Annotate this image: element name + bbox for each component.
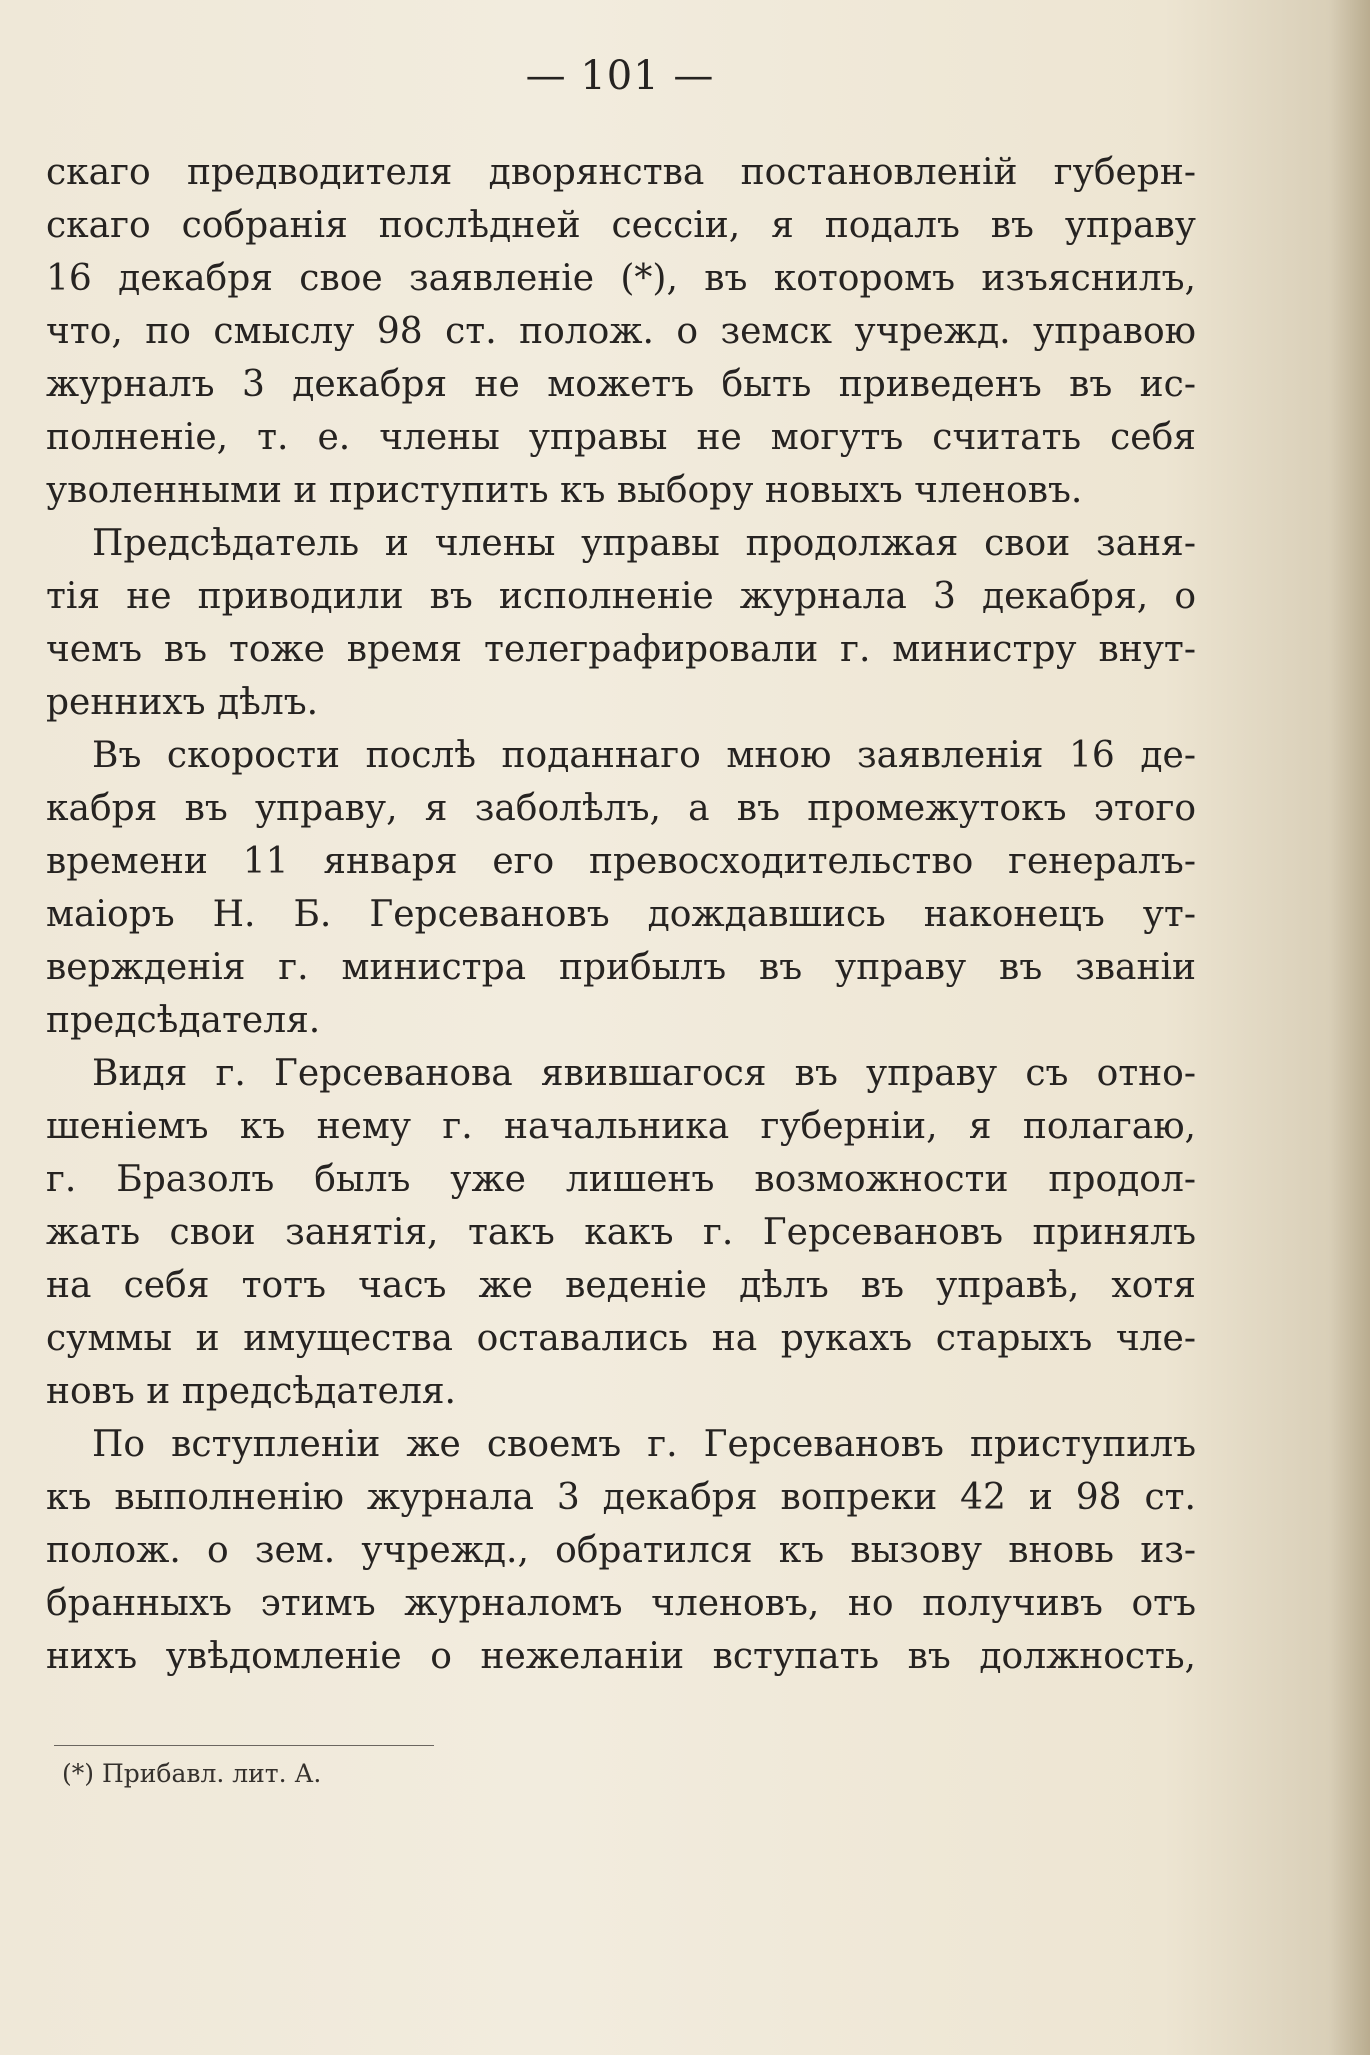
text-line: полож. о зем. учрежд., обратился къ вызову вновь из- bbox=[46, 1530, 1196, 1571]
text-line: скаго предводителя дворянства постановленій губерн- bbox=[46, 152, 1196, 193]
paragraph-2 bbox=[46, 517, 1196, 729]
text-line: 16 декабря свое заявленіе (*), въ которомъ изъяснилъ, bbox=[46, 258, 1196, 299]
text-line: кабря въ управу, я заболѣлъ, а въ промежутокъ этого bbox=[46, 788, 1196, 829]
text-line: журналъ 3 декабря не можетъ быть приведенъ въ ис- bbox=[46, 364, 1196, 405]
text-line: предсѣдателя. bbox=[46, 1000, 321, 1041]
paragraph-1 bbox=[46, 146, 1196, 517]
text-line: суммы и имущества оставались на рукахъ старыхъ чле- bbox=[46, 1318, 1196, 1359]
text-line: что, по смыслу 98 ст. полож. о земск учрежд. управою bbox=[46, 311, 1196, 352]
text-line: вержденія г. министра прибылъ въ управу въ званіи bbox=[46, 947, 1196, 988]
text-line: тія не приводили въ исполненіе журнала 3 декабря, о bbox=[46, 576, 1196, 617]
paragraph-4 bbox=[46, 1047, 1196, 1418]
paragraph-3 bbox=[46, 729, 1196, 1047]
text-line: жать свои занятія, такъ какъ г. Герсевановъ принялъ bbox=[46, 1212, 1196, 1253]
text-line: къ выполненію журнала 3 декабря вопреки 42 и 98 ст. bbox=[46, 1477, 1196, 1518]
text-line: реннихъ дѣлъ. bbox=[46, 682, 319, 723]
paragraph-5 bbox=[46, 1418, 1196, 1683]
text-line: бранныхъ этимъ журналомъ членовъ, но получивъ отъ bbox=[46, 1583, 1196, 1624]
text-line: Въ скорости послѣ поданнаго мною заявленія 16 де- bbox=[92, 735, 1196, 776]
text-line: По вступленіи же своемъ г. Герсевановъ приступилъ bbox=[92, 1424, 1196, 1465]
footnote: (*) Прибавл. лит. А. bbox=[62, 1759, 322, 1788]
text-line: Видя г. Герсеванова явившагося въ управу съ отно- bbox=[92, 1053, 1196, 1094]
text-line: шеніемъ къ нему г. начальника губерніи, я полагаю, bbox=[46, 1106, 1196, 1147]
body-text bbox=[46, 146, 1196, 1683]
text-line: новъ и предсѣдателя. bbox=[46, 1371, 456, 1412]
text-line: на себя тотъ часъ же веденіе дѣлъ въ управѣ, хотя bbox=[46, 1265, 1196, 1306]
text-line: уволенными и приступить къ выбору новыхъ членовъ. bbox=[46, 470, 1083, 511]
text-line: нихъ увѣдомленіе о нежеланіи вступать въ должность, bbox=[46, 1636, 1196, 1677]
text-line: Предсѣдатель и члены управы продолжая свои заня- bbox=[92, 523, 1196, 564]
text-line: г. Бразолъ былъ уже лишенъ возможности продол- bbox=[46, 1159, 1196, 1200]
text-line: скаго собранія послѣдней сессіи, я подалъ въ управу bbox=[46, 205, 1196, 246]
page-number: — 101 — bbox=[525, 53, 715, 99]
text-line: полненіе, т. е. члены управы не могутъ считать себя bbox=[46, 417, 1196, 458]
text-line: времени 11 января его превосходительство генералъ- bbox=[46, 841, 1196, 882]
footnote-divider bbox=[54, 1745, 434, 1746]
text-line: чемъ въ тоже время телеграфировали г. министру внут- bbox=[46, 629, 1196, 670]
text-line: маіоръ Н. Б. Герсевановъ дождавшись наконецъ ут- bbox=[46, 894, 1196, 935]
